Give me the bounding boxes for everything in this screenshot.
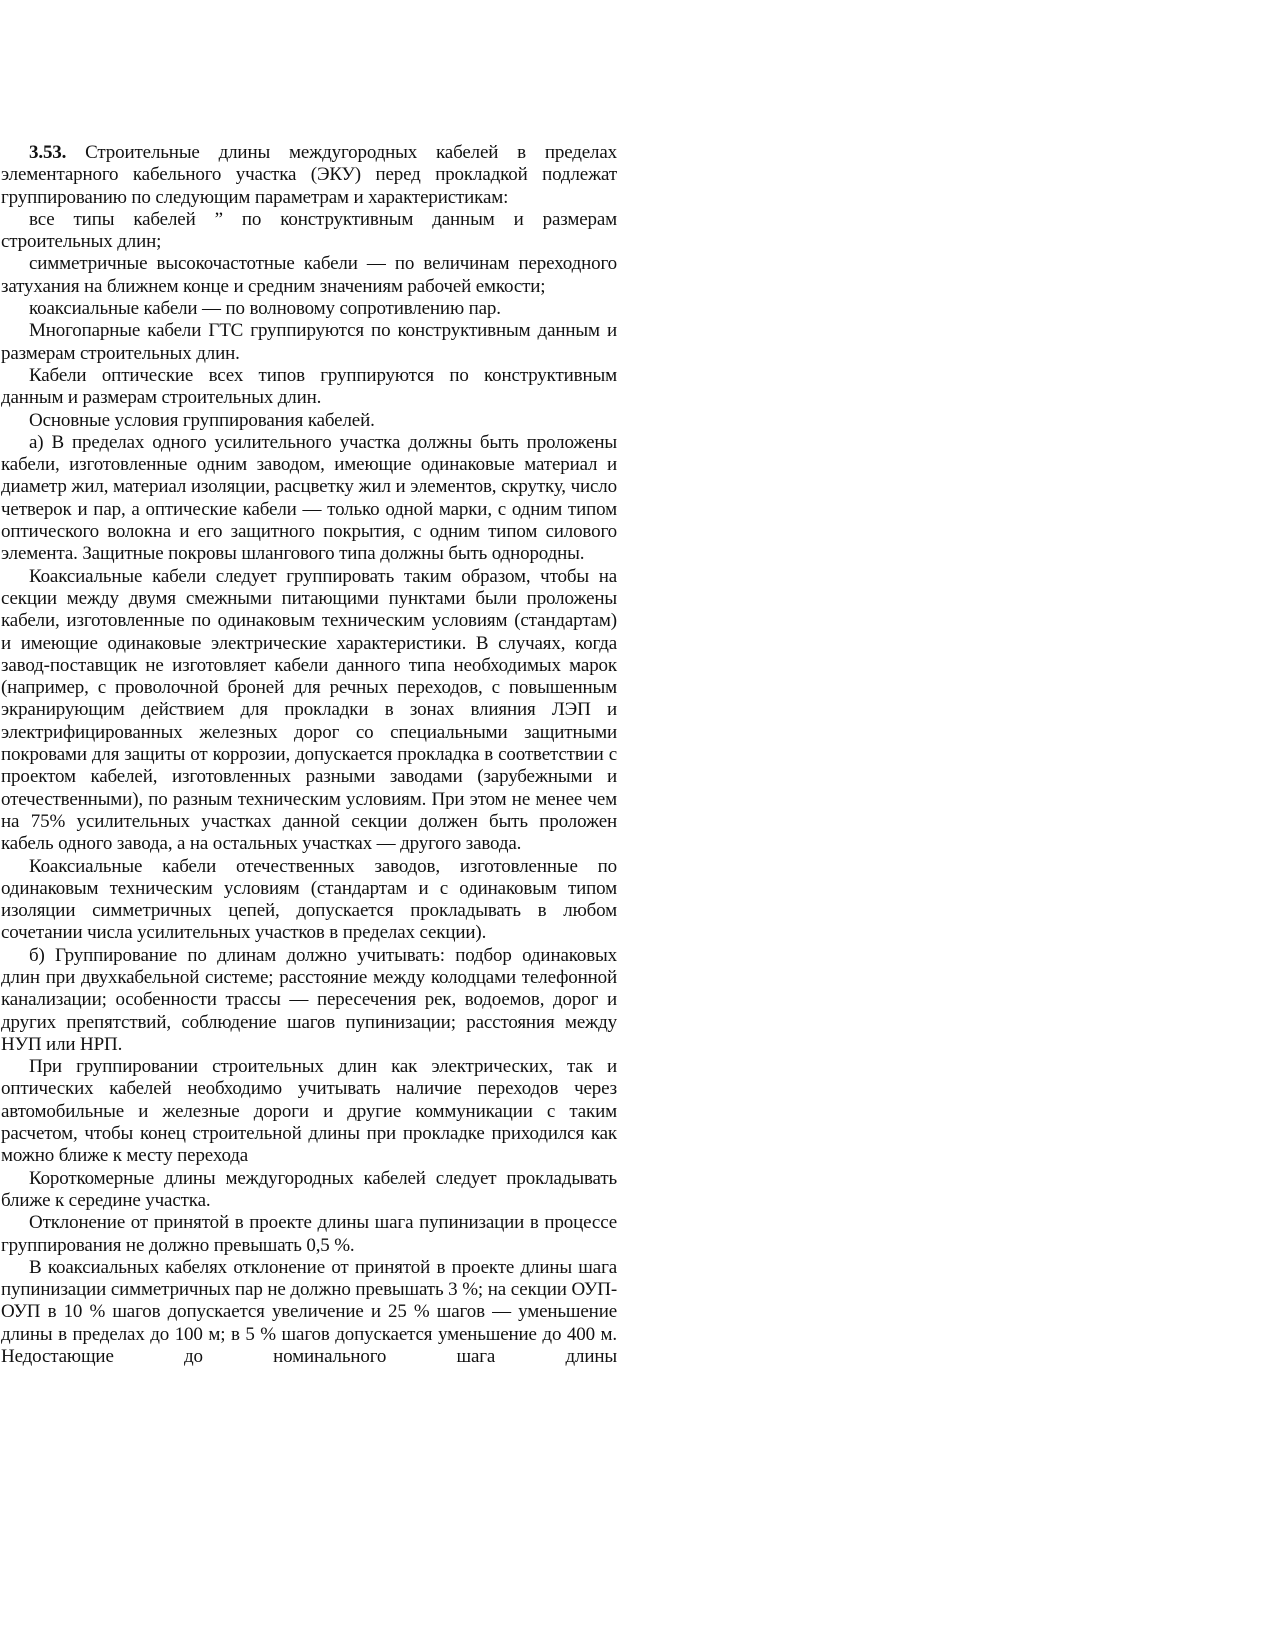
section-number: 3.53. [29,142,67,163]
paragraph: Короткомерные длины междугородных кабелей следует прокладывать ближе к середине участка. [1,1167,617,1211]
paragraph-3-53: 3.53. Строительные длины междугородных кабелей в пределах элементарного кабельного участка (ЭКУ) перед прокладкой подлежат группированию по следующим параметрам и характеристикам: [1,142,617,208]
paragraph: Отклонение от принятой в проекте длины шага пупинизации в процессе группирования не должно превышать 0,5 %. [1,1212,617,1256]
document-page [1,142,617,1368]
paragraph: Коаксиальные кабели следует группировать таким образом, чтобы на секции между двумя смежными питающими пунктами были проложены кабели, изготовленные по одинаковым техническим условиям (стандартам) и имеющие одинаковые электрические характеристики. В случаях, когда завод-поставщик не изготовляет кабели данного типа необходимых марок (например, с проволочной броней для речных переходов, с повышенным экранирующим действием для прокладки в зонах влияния ЛЭП и электрифицированных железных дорог со специальными защитными покровами для защиты от коррозии, допускается прокладка в соответствии с проектом кабелей, изготовленных разными заводами (зарубежными и отечественными), по разным техническим условиям. При этом не менее чем на 75% усилительных участках данной секции должен быть проложен кабель одного завода, а на остальных участках — другого завода. [1,565,617,855]
paragraph: При группировании строительных длин как электрических, так и оптических кабелей необходимо учитывать наличие переходов через автомобильные и железные дороги и другие коммуникации с таким расчетом, чтобы конец строительной длины при прокладке приходился как можно ближе к месту перехода [1,1056,617,1167]
paragraph: все типы кабелей ” по конструктивным данным и размерам строительных длин; [1,208,617,253]
paragraph: симметричные высокочастотные кабели — по величинам переходного затухания на ближнем конце и средним значениям рабочей емкости; [1,253,617,297]
paragraph: Кабели оптические всех типов группируются по конструктивным данным и размерам строительных длин. [1,364,617,409]
paragraph: Основные условия группирования кабелей. [29,409,375,431]
paragraph: Многопарные кабели ГТС группируются по конструктивным данным и размерам строительных длин. [1,320,617,364]
paragraph-continued: В коаксиальных кабелях отклонение от принятой в проекте длины шага пупинизации симметричных пар не должно превышать 3 %; на секции ОУП-ОУП в 10 % шагов допускается увеличение и 25 % шагов — уменьшение длины в пределах до 100 м; в 5 % шагов допускается уменьшение до 400 м. Недостающие до номинального шага длины [1,1256,617,1368]
paragraph: а) В пределах одного усилительного участка должны быть проложены кабели, изготовленные одним заводом, имеющие одинаковые материал и диаметр жил, материал изоляции, расцветку жил и элементов, скрутку, число четверок и пар, а оптические кабели — только одной марки, с одним типом оптического волокна и его защитного покрытия, с одним типом силового элемента. Защитные покровы шлангового типа должны быть однородны. [1,431,617,565]
paragraph: б) Группирование по длинам должно учитывать: подбор одинаковых длин при двухкабельной системе; расстояние между колодцами телефонной канализации; особенности трассы — пересечения рек, водоемов, дорог и других препятствий, соблюдение шагов пупинизации; расстояния между НУП или НРП. [1,944,617,1055]
paragraph: Коаксиальные кабели отечественных заводов, изготовленные по одинаковым техническим условиям (стандартам и с одинаковым типом изоляции симметричных цепей, допускается прокладывать в любом сочетании числа усилительных участков в пределах секции). [1,855,617,944]
paragraph: коаксиальные кабели — по волновому сопротивлению пар. [29,298,501,320]
